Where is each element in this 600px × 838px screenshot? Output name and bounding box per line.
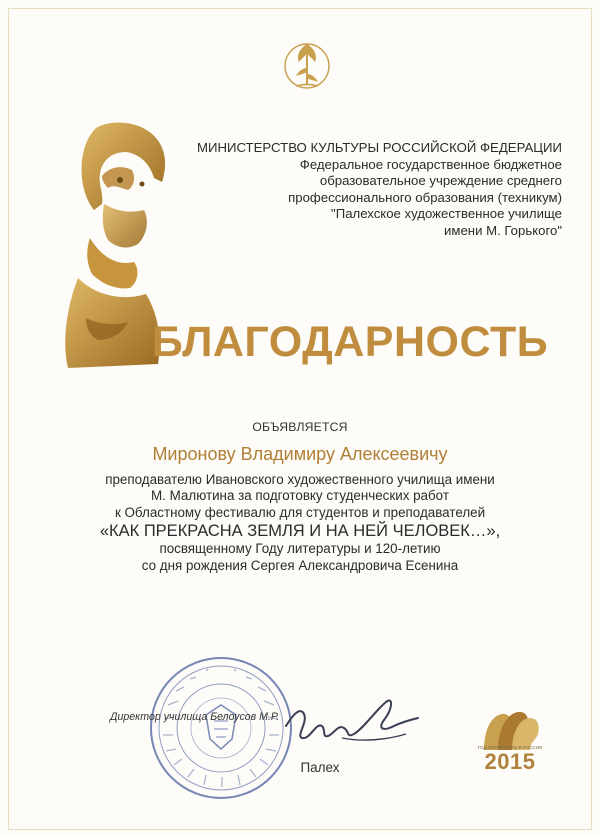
festival-name: «КАК ПРЕКРАСНА ЗЕМЛЯ И НА НЕЙ ЧЕЛОВЕК…»,: [99, 522, 501, 541]
city-label: Палех: [300, 760, 340, 775]
body-line: со дня рождения Сергея Александровича Есенина: [141, 557, 459, 573]
body-text: [60, 472, 540, 574]
recipient-name: Миронову Владимиру Алексеевичу: [152, 444, 448, 464]
body-line: к Областному фестивалю для студентов и преподавателей: [114, 504, 486, 520]
year-label: 2015: [484, 749, 536, 774]
institution-line: Федеральное государственное бюджетное: [299, 156, 562, 172]
institution-header: [190, 140, 562, 240]
official-seal-icon: [148, 655, 294, 801]
school-logo-icon: [282, 34, 332, 98]
institution-line: "Палехское художественное училище: [331, 206, 562, 222]
institution-line: профессионального образования (техникум): [288, 189, 562, 205]
body-line: преподавателю Ивановского художественного училища имени: [105, 472, 495, 487]
institution-line: МИНИСТЕРСТВО КУЛЬТУРЫ РОССИЙСКОЙ ФЕДЕРАЦИИ: [197, 140, 562, 155]
institution-line: имени М. Горького": [444, 222, 562, 238]
institution-line: образовательное учреждение среднего: [319, 173, 562, 189]
signature-icon: [282, 686, 422, 756]
emblem-caption: ГОД ЛИТЕРАТУРЫ В РОССИИ: [477, 745, 543, 750]
body-line: М. Малютина за подготовку студенческих работ: [151, 488, 449, 504]
body-line: посвященному Году литературы и 120-летию: [159, 541, 441, 557]
document-title: БЛАГОДАРНОСТЬ: [151, 318, 549, 366]
announce-text: ОБЪЯВЛЯЕТСЯ: [252, 420, 348, 434]
director-label: Директор училища Белоусов М.Р.: [110, 711, 280, 723]
